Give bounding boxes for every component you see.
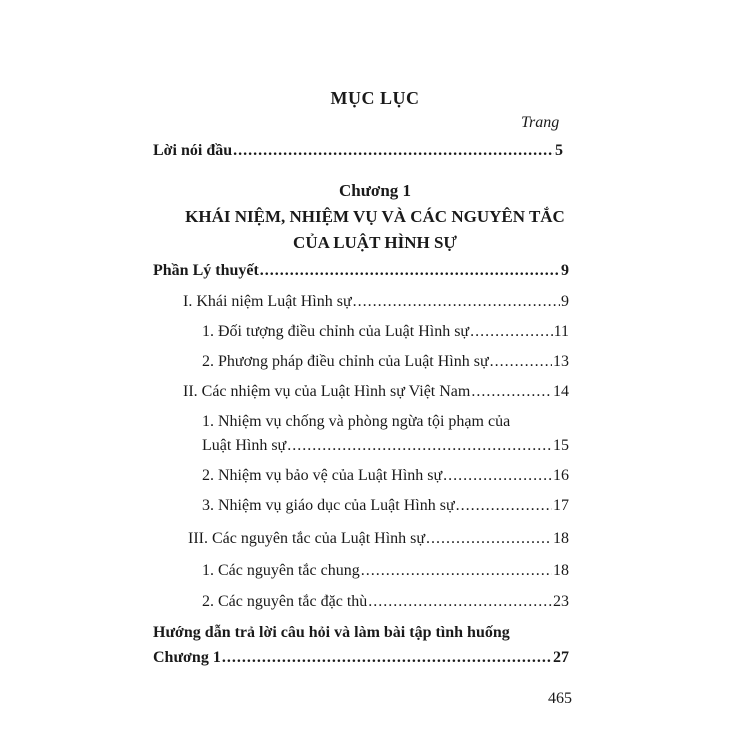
toc-entry-page: 18 (553, 562, 569, 579)
leader-dots (470, 323, 553, 341)
toc-entry-subsection[interactable] (202, 593, 569, 611)
leader-dots (456, 497, 552, 515)
toc-entry-page: 5 (555, 142, 563, 159)
leader-dots (490, 353, 552, 371)
toc-entry-page: 15 (553, 437, 569, 454)
toc-entry-text: 1. Các nguyên tắc chung (202, 562, 360, 579)
toc-entry-text: I. Khái niệm Luật Hình sự (183, 293, 352, 310)
toc-entry-section-3[interactable] (188, 530, 569, 548)
toc-entry-text: III. Các nguyên tắc của Luật Hình sự (188, 530, 426, 547)
leader-dots (361, 562, 552, 580)
toc-entry-text: 2. Phương pháp điều chỉnh của Luật Hình sự (202, 353, 489, 370)
toc-entry-subsection[interactable] (202, 323, 569, 341)
toc-entry-text: 2. Nhiệm vụ bảo vệ của Luật Hình sự (202, 467, 443, 484)
toc-entry-text: 2. Các nguyên tắc đặc thù (202, 593, 368, 610)
toc-entry-text: Phần Lý thuyết (153, 262, 259, 279)
leader-dots (287, 437, 552, 455)
toc-entry-page: 27 (553, 649, 569, 666)
toc-entry-page: 9 (561, 293, 569, 310)
toc-entry-guide[interactable] (153, 649, 569, 667)
toc-entry-subsection[interactable] (202, 497, 569, 515)
page-column-label: Trang (521, 114, 560, 131)
toc-entry-text[interactable]: 1. Nhiệm vụ chống và phòng ngừa tội phạm của (202, 413, 511, 430)
chapter-number: Chương 1 (338, 181, 412, 200)
leader-dots (368, 593, 552, 611)
toc-entry-page: 23 (553, 593, 569, 610)
toc-entry-subsection[interactable] (202, 562, 569, 580)
leader-dots (471, 383, 552, 401)
toc-entry-text: Lời nói đầu (153, 142, 233, 159)
toc-entry-section-1[interactable] (183, 293, 569, 311)
toc-entry-section-2[interactable] (183, 383, 569, 401)
leader-dots (353, 293, 560, 311)
toc-entry-text: Chương 1 (153, 649, 221, 666)
leader-dots (443, 467, 552, 485)
toc-entry-part[interactable] (153, 262, 569, 280)
toc-entry-text: II. Các nhiệm vụ của Luật Hình sự Việt Nam (183, 383, 471, 400)
toc-entry-subsection[interactable] (202, 437, 569, 455)
toc-entry-guide-line1[interactable]: Hướng dẫn trả lời câu hỏi và làm bài tập tình huống (153, 624, 510, 641)
toc-entry-text: 3. Nhiệm vụ giáo dục của Luật Hình sự (202, 497, 455, 514)
toc-entry-page: 13 (553, 353, 569, 370)
toc-entry-page: 16 (553, 467, 569, 484)
toc-entry-text-continued: Luật Hình sự (202, 437, 287, 454)
toc-entry-page: 18 (553, 530, 569, 547)
toc-entry-page: 17 (553, 497, 569, 514)
toc-entry-subsection[interactable] (202, 467, 569, 485)
toc-entry-text: 1. Đối tượng điều chỉnh của Luật Hình sự (202, 323, 470, 340)
chapter-title-line2: CỦA LUẬT HÌNH SỰ (293, 233, 457, 252)
leader-dots (233, 142, 554, 160)
page-number: 465 (548, 690, 572, 707)
toc-entry-page: 14 (553, 383, 569, 400)
leader-dots (426, 530, 552, 548)
toc-entry-page: 9 (561, 262, 569, 279)
chapter-title-line1: KHÁI NIỆM, NHIỆM VỤ VÀ CÁC NGUYÊN TẮC (185, 207, 565, 226)
toc-title: MỤC LỤC (330, 88, 420, 108)
toc-entry-page: 11 (553, 323, 569, 340)
toc-entry-preface[interactable] (153, 142, 563, 160)
leader-dots (222, 649, 552, 667)
leader-dots (260, 262, 560, 280)
toc-entry-subsection[interactable] (202, 353, 569, 371)
